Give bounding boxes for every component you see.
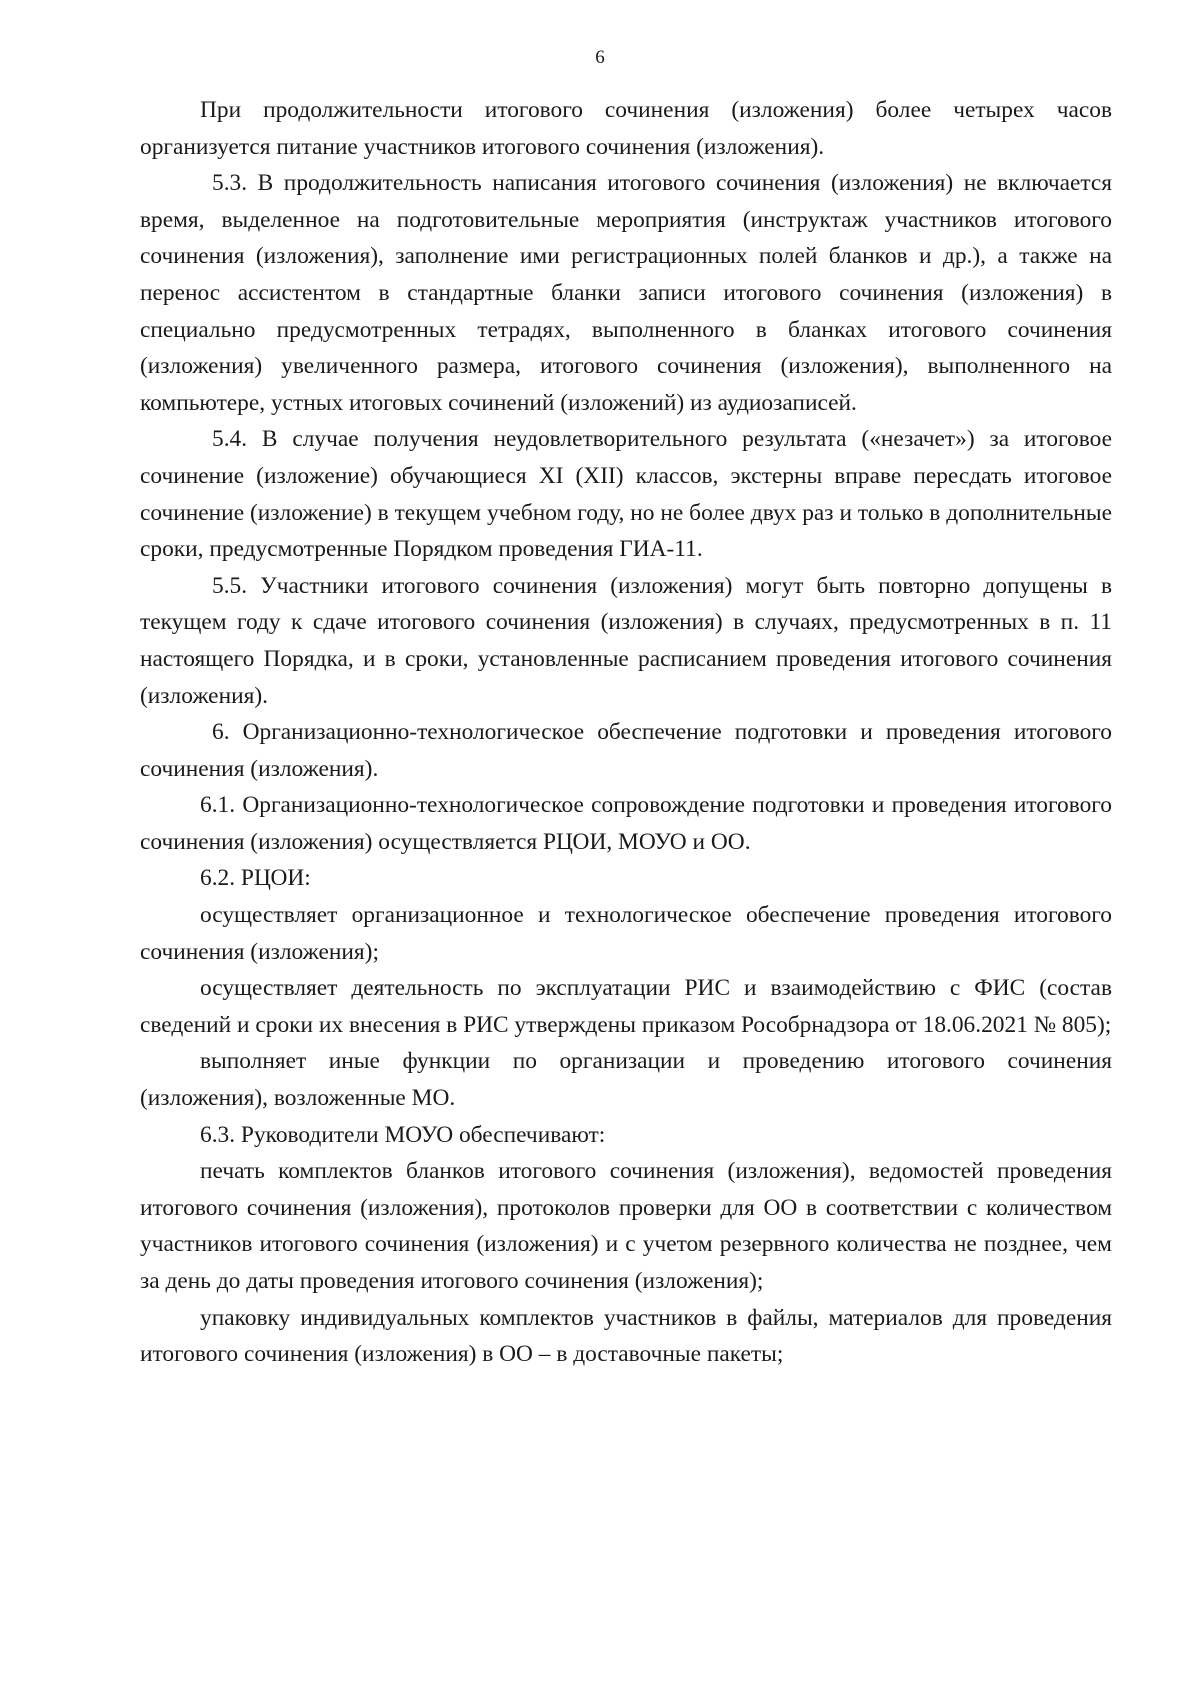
document-body <box>140 92 1112 1373</box>
paragraph-6-1: 6.1. Организационно-технологическое сопровождение подготовки и проведения итогового сочинения (изложения) осуществляется РЦОИ, МОУО и ОО. <box>140 792 1112 855</box>
paragraph-6-2-item-2: осуществляет деятельность по эксплуатации РИС и взаимодействию с ФИС (состав сведений и сроки их внесения в РИС утверждены приказом Рособрнадзора от 18.06.2021 № 805); <box>140 975 1112 1038</box>
paragraph-5-3: 5.3. В продолжительность написания итогового сочинения (изложения) не включается время, выделенное на подготовительные мероприятия (инструктаж участников итогового сочинения (изложения), заполнение ими регистрационных полей бланков и др.), а также на перенос ассистентом в стандартные бланки записи итогового сочинения (изложения) в специально предусмотренных тетрадях, выполненного в бланках итогового сочинения (изложения) увеличенного размера, итогового сочинения (изложения), выполненного на компьютере, устных итоговых сочинений (изложений) из аудиозаписей. <box>140 170 1112 416</box>
paragraph-6-3-item-2: упаковку индивидуальных комплектов участников в файлы, материалов для проведения итогового сочинения (изложения) в ОО – в доставочные пакеты; <box>140 1304 1112 1368</box>
paragraph-5-4: 5.4. В случае получения неудовлетворительного результата («незачет») за итоговое сочинение (изложение) обучающиеся XI (XII) классов, экстерны вправе пересдать итоговое сочинение (изложение) в текущем учебном году, но не более двух раз и только в дополнительные сроки, предусмотренные Порядком проведения ГИА-11. <box>140 426 1112 563</box>
paragraph-6-2-item-1: осуществляет организационное и технологическое обеспечение проведения итогового сочинения (изложения); <box>140 902 1112 965</box>
paragraph-6-2: 6.2. РЦОИ: <box>200 865 311 892</box>
paragraph-6-3-item-1: печать комплектов бланков итогового сочинения (изложения), ведомостей проведения итогового сочинения (изложения), протоколов проверки для ОО в соответствии с количеством участников итогового сочинения (изложения) и с учетом резервного количества не позднее, чем за день до даты проведения итогового сочинения (изложения); <box>140 1158 1112 1294</box>
paragraph-5-5: 5.5. Участники итогового сочинения (изложения) могут быть повторно допущены в текущем году к сдаче итогового сочинения (изложения) в случаях, предусмотренных в п. 11 настоящего Порядка, и в сроки, установленные расписанием проведения итогового сочинения (изложения). <box>140 572 1112 709</box>
paragraph-6-3: 6.3. Руководители МОУО обеспечивают: <box>200 1121 606 1148</box>
section-6-heading: 6. Организационно-технологическое обеспечение подготовки и проведения итогового сочинения (изложения). <box>140 719 1112 782</box>
page-number: 6 <box>595 47 605 68</box>
paragraph-6-2-item-3: выполняет иные функции по организации и проведению итогового сочинения (изложения), возложенные МО. <box>140 1048 1112 1112</box>
paragraph-meals: При продолжительности итогового сочинения (изложения) более четырех часов организуется питание участников итогового сочинения (изложения). <box>140 97 1112 160</box>
